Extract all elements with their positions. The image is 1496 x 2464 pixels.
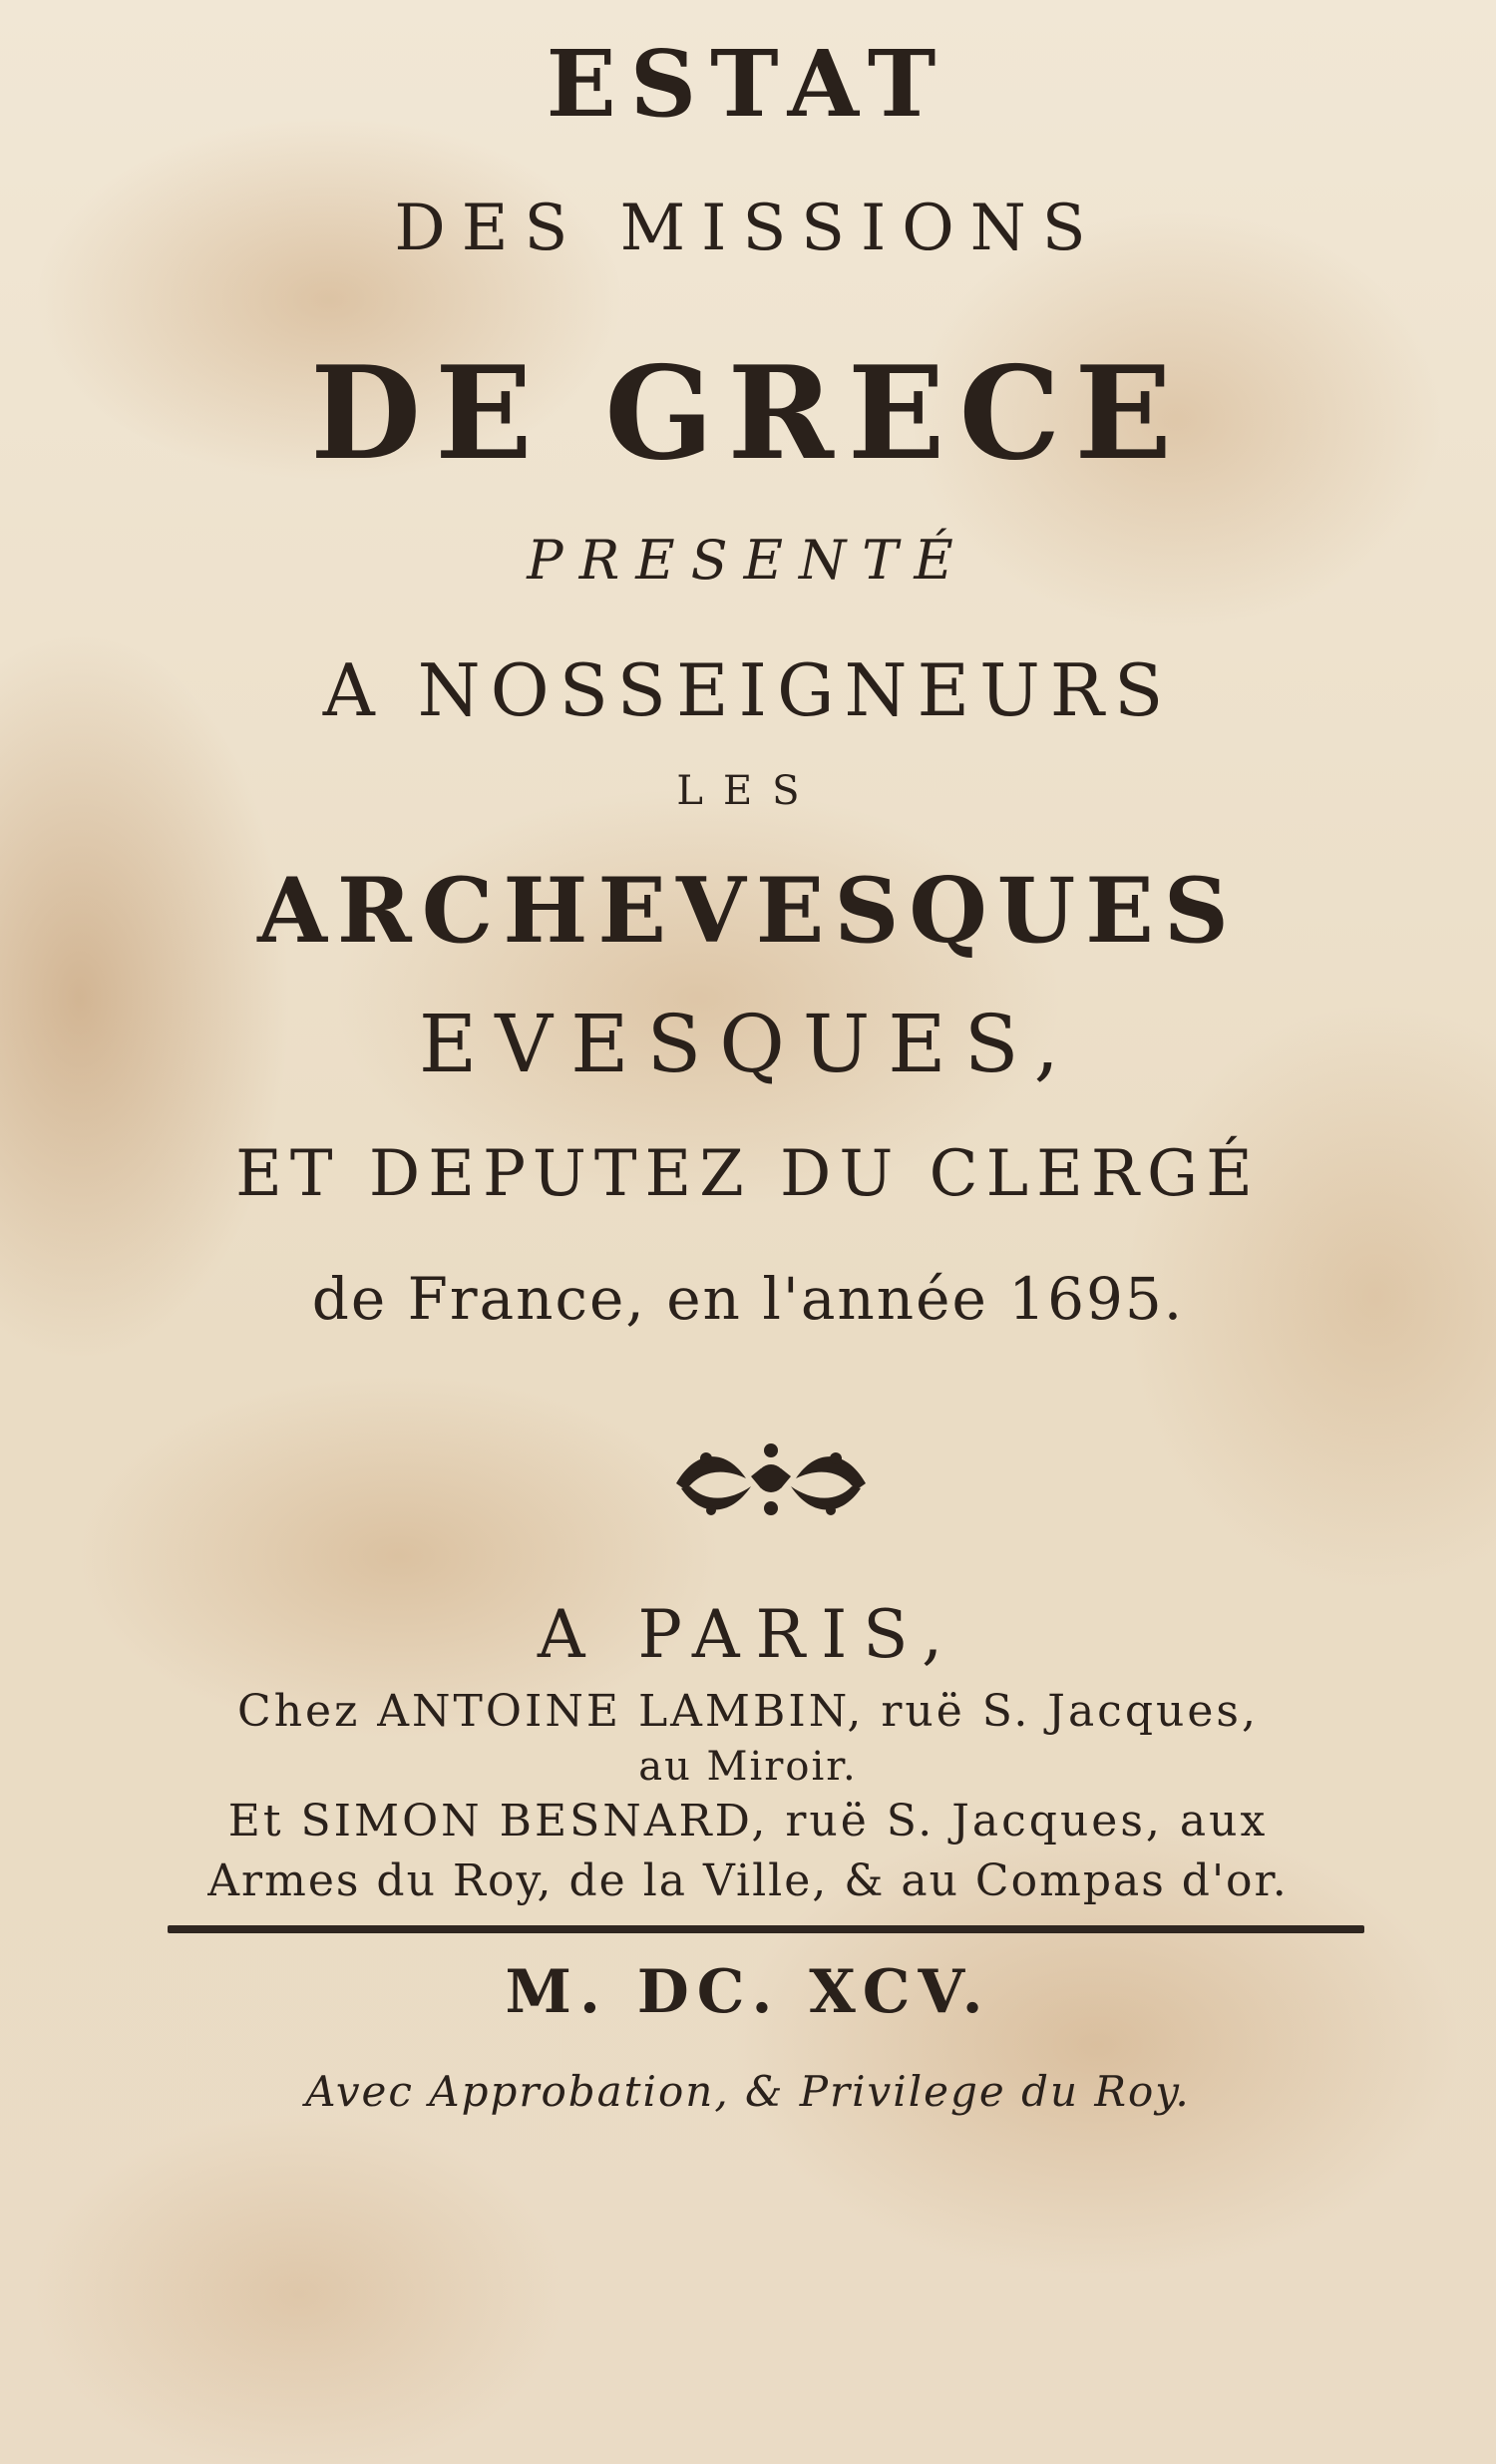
title-line-deputez: ET DEPUTEZ DU CLERGÉ: [235, 1137, 1261, 1211]
publisher-besnard: Et SIMON BESNARD, ruë S. Jacques, aux: [227, 1796, 1269, 1847]
title-line-les: LES: [676, 768, 820, 814]
title-line-estat: ESTAT: [546, 30, 950, 138]
publisher-besnard-sign: Armes du Roy, de la Ville, & au Compas d'or.: [207, 1855, 1289, 1906]
printers-ornament-icon: [666, 1429, 876, 1528]
title-line-a-nosseigneurs: A NOSSEIGNEURS: [322, 648, 1174, 732]
horizontal-rule: [168, 1925, 1364, 1933]
publisher-lambin-sign: au Miroir.: [638, 1744, 858, 1790]
title-line-des-missions: DES MISSIONS: [394, 192, 1102, 265]
title-line-presente: PRESENTÉ: [527, 529, 969, 592]
title-line-archevesques: ARCHEVESQUES: [257, 858, 1239, 964]
title-line-de-grece: DE GRECE: [310, 339, 1186, 489]
publisher-lambin: Chez ANTOINE LAMBIN, ruë S. Jacques,: [237, 1686, 1259, 1737]
publication-date: M. DC. XCV.: [505, 1957, 991, 2027]
privilege-notice: Avec Approbation, & Privilege du Roy.: [305, 2067, 1191, 2116]
title-line-evesques: EVESQUES,: [418, 998, 1078, 1090]
imprint-city: A PARIS,: [537, 1596, 959, 1673]
title-line-de-france: de France, en l'année 1695.: [311, 1265, 1185, 1333]
